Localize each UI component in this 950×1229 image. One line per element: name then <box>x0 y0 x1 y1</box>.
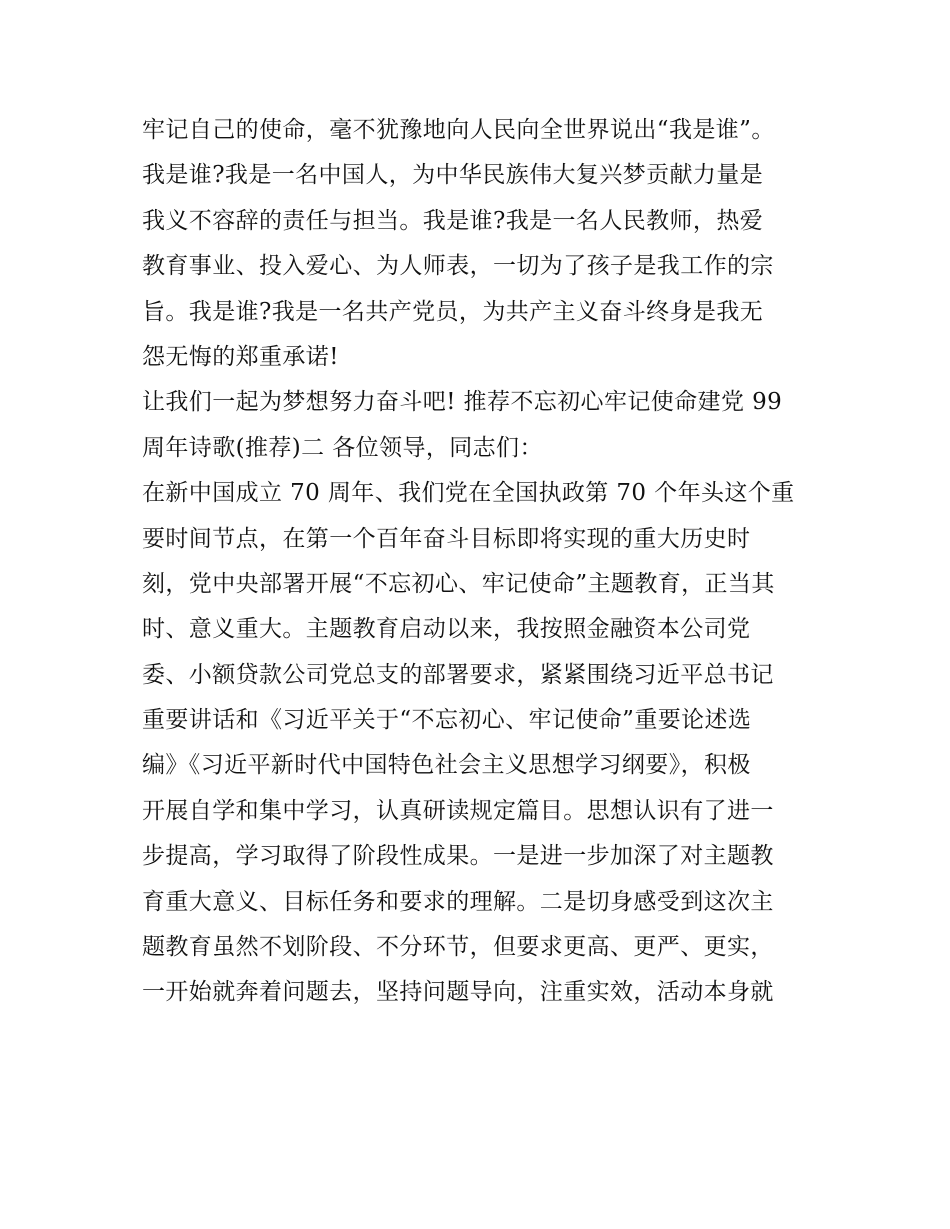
text-line: 要时间节点，在第一个百年奋斗目标即将实现的重大历史时 <box>142 525 751 552</box>
text-line: 题教育虽然不划阶段、不分环节，但要求更高、更严、更实， <box>142 934 774 961</box>
text-line: 重要讲话和《习近平关于“不忘初心、牢记使命”重要论述选 <box>142 707 752 734</box>
text-line: 编》《习近平新时代中国特色社会主义思想学习纲要》，积极 <box>142 752 751 779</box>
text-line: 我是谁?我是一名中国人，为中华民族伟大复兴梦贡献力量是 <box>142 162 764 189</box>
text-line: 育重大意义、目标任务和要求的理解。二是切身感受到这次主 <box>142 888 774 915</box>
text-line: 步提高，学习取得了阶段性成果。一是进一步加深了对主题教 <box>142 843 774 870</box>
body-text <box>142 108 822 1016</box>
text-line: 开展自学和集中学习，认真研读规定篇目。思想认识有了进一 <box>142 797 774 824</box>
text-line: 怨无悔的郑重承诺! <box>142 343 339 370</box>
text-line: 让我们一起为梦想努力奋斗吧! 推荐不忘初心牢记使命建党 99 <box>142 389 783 416</box>
text-line: 在新中国成立 70 周年、我们党在全国执政第 70 个年头这个重 <box>142 480 795 507</box>
text-line: 刻，党中央部署开展“不忘初心、牢记使命”主题教育，正当其 <box>142 570 775 597</box>
text-line: 我义不容辞的责任与担当。我是谁?我是一名人民教师，热爱 <box>142 207 764 234</box>
text-line: 时、意义重大。主题教育启动以来，我按照金融资本公司党 <box>142 616 751 643</box>
text-line: 一开始就奔着问题去，坚持问题导向，注重实效，活动本身就 <box>142 979 774 1006</box>
text-line: 委、小额贷款公司党总支的部署要求，紧紧围绕习近平总书记 <box>142 661 774 688</box>
text-line: 旨。我是谁?我是一名共产党员，为共产主义奋斗终身是我无 <box>142 298 764 325</box>
text-line: 牢记自己的使命，毫不犹豫地向人民向全世界说出“我是谁”。 <box>142 117 775 143</box>
text-line: 周年诗歌(推荐)二 各位领导，同志们： <box>142 434 543 461</box>
text-line: 教育事业、投入爱心、为人师表，一切为了孩子是我工作的宗 <box>142 253 774 280</box>
